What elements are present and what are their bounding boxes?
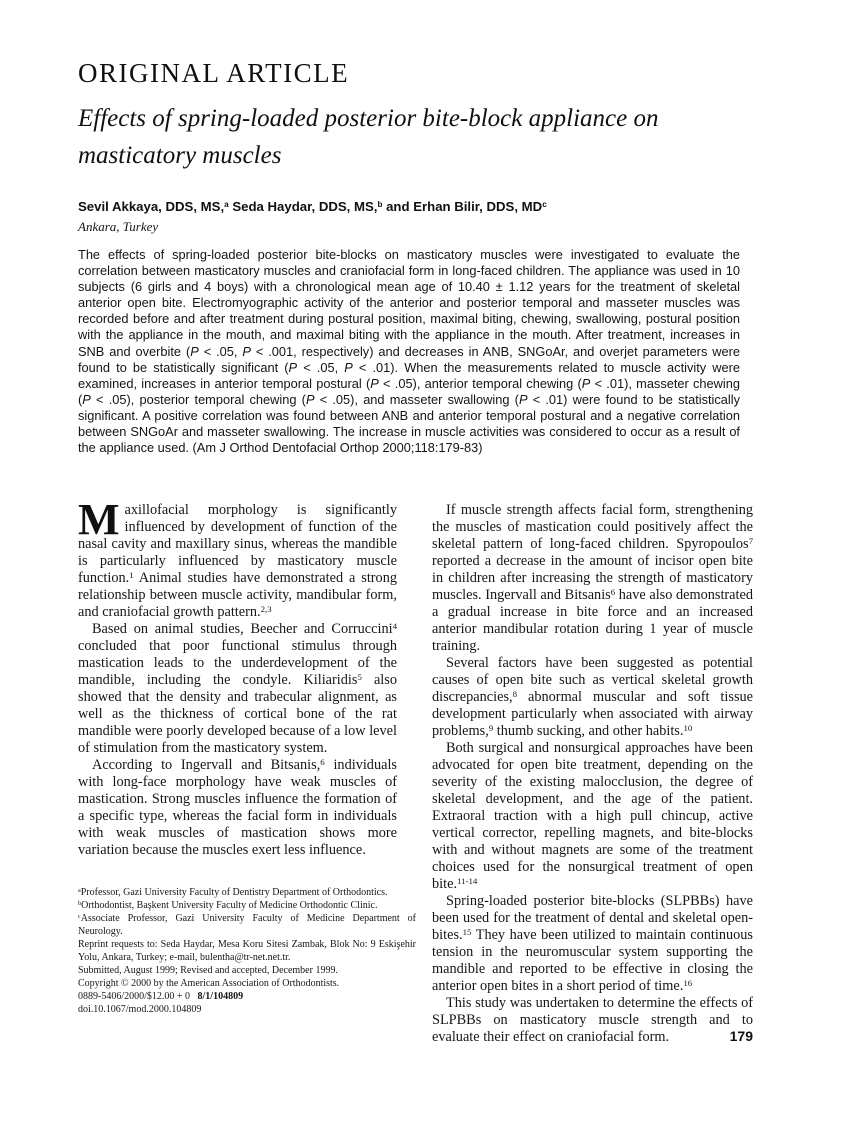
author-byline: Sevil Akkaya, DDS, MS,$^a$ Seda Haydar, DDS, MS,$^b$ and Erhan Bilir, DDS, $MD^c$ — [78, 199, 547, 214]
right-column — [432, 502, 753, 1046]
body-paragraph: Spring-loaded posterior bite-blocks (SLPBBs) have been used for the treatment of dental and skeletal open-bites.$^{15}$ They have been utilized to maintain continuous tension in the neuromuscular system supporting the mandible and reported to be effective in closing the anterior open bites in a short period of time.$^{16}$ — [432, 893, 753, 994]
section-label: ORIGINAL ARTICLE — [78, 58, 350, 88]
body-paragraph: If muscle strength affects facial form, strengthening the muscles of mastication could positively affect the skeletal pattern of long-faced children. Spyropoulos$^7$ reported a decrease in the amount of incisor open bite in children after increasing the strength of masticatory muscles. Ingervall and Bitsanis$^6$ have also demonstrated a gradual increase in bite force and an increased anterior mandibular rotation during 1 year of muscle training. — [432, 502, 753, 654]
page-number: 179 — [729, 1028, 753, 1044]
body-paragraph: Several factors have been suggested as potential causes of open bite such as vertical skeletal growth discrepancies,$^8$ abnormal muscular and soft tissue development particularly when associated with airway problems,$^9$ thumb sucking, and other habits.$^{10}$ — [432, 655, 753, 739]
body-paragraph: Based on animal studies, Beecher and Corruccini$^4$ concluded that poor functional stimulus through mastication leads to the underdevelopment of the mandible, including the condyle. Kiliaridis$^5$ also showed that the density and trabecular alignment, as well as the thickness of cortical bone of the rat mandible were poorly developed because of a low level of stimulation from the masticatory system. — [78, 621, 397, 756]
abstract-text: The effects of spring-loaded posterior bite-blocks on masticatory muscles were investigated to evaluate the correlation between masticatory muscles and craniofacial form in long-faced children. The appliance was used in 10 subjects (6 girls and 4 boys) with a chronological mean age of 10.40 ± 1.12 years for the treatment of skeletal anterior open bite. Electromyographic activity of the anterior and posterior temporal and masseter muscles was recorded before and after treatment during postural position, maximal biting, chewing, swallowing, postural position with the appliance in the mouth, and maximal biting with the appliance in the mouth. After treatment, increases in SNB and overbite (P < .05, P < .001, respectively) and decreases in ANB, SNGoAr, and overjet parameters were found to be statistically significant (P < .05, P < .01). When the measurements related to muscle activity were examined, increases in anterior temporal postural (P < .05), anterior temporal chewing (P < .01), masseter chewing (P < .05), posterior temporal chewing (P < .05), and masseter swallowing (P < .01) were found to be statistically significant. A positive correlation was found between ANB and anterior temporal postural and a negative correlation between SNGoAr and masseter swallowing. The increase in muscle activities was considered to occur as a result of the appliance used. (Am J Orthod Dentofacial Orthop 2000;118:179-83) — [78, 247, 741, 456]
article-title — [78, 100, 768, 174]
footnote-reprint-requests: Reprint requests to: Seda Haydar, Mesa Koru Sitesi Zambak, Blok No: 9 Eskişehir Yolu, Ankara, Turkey; e-mail, bulentha@tr-net.net.tr. — [78, 939, 416, 963]
footnote-submission-dates: Submitted, August 1999; Revised and accepted, December 1999. — [78, 965, 338, 976]
author-location: Ankara, Turkey — [78, 219, 159, 234]
footnote-copyright: Copyright © 2000 by the American Association of Orthodontists. — [78, 978, 340, 989]
article-title-line2: masticatory muscles — [78, 142, 282, 169]
body-paragraph: According to Ingervall and Bitsanis,$^6$ individuals with long-face morphology have weak muscles of mastication. Strong muscles influence the formation of a specific type, whereas the facial form in individuals with weak muscles of mastication shows more variation because the muscles exert less influence. — [78, 757, 397, 858]
footnote-issn-code: 0889-5406/2000/$12.00 + 0 8/1/104809 — [78, 991, 244, 1002]
body-paragraph: Maxillofacial morphology is significantly influenced by development of function of the nasal cavity and maxillary sinus, whereas the mandible is particularly influenced by masticatory muscle function.$^1$ Animal studies have demonstrated a strong relationship between muscle activity, mandibular form, and craniofacial growth pattern.$^{2,3}$ — [78, 495, 397, 620]
footnote-affiliation-b: $^b$Orthodontist, Başkent University Faculty of Medicine Orthodontic Clinic. — [78, 900, 378, 911]
body-paragraph: Both surgical and nonsurgical approaches have been advocated for open bite treatment, depending on the severity of the existing malocclusion, the degree of skeletal development, and the age of the patient. Extraoral traction with a high pull chincup, active vertical corrector, repelling magnets, and bite-blocks with and without magnets are some of the treatment choices used for the nonsurgical treatment of open bite.$^{11-14}$ — [432, 740, 753, 892]
footnote-affiliation-a: $^a$Professor, Gazi University Faculty of Dentistry Department of Orthodontics. — [78, 887, 388, 898]
article-title-line1: Effects of spring-loaded posterior bite-block appliance on — [78, 105, 659, 132]
body-paragraph: This study was undertaken to determine the effects of SLPBBs on masticatory muscle strength and to evaluate their effect on craniofacial form. — [432, 995, 753, 1045]
footnote-affiliation-c: $^c$Associate Professor, Gazi University Faculty of Medicine Department of Neurology. — [78, 913, 416, 937]
footnote-doi: doi.10.1067/mod.2000.104809 — [78, 1004, 202, 1015]
footnote-block — [78, 886, 416, 1016]
